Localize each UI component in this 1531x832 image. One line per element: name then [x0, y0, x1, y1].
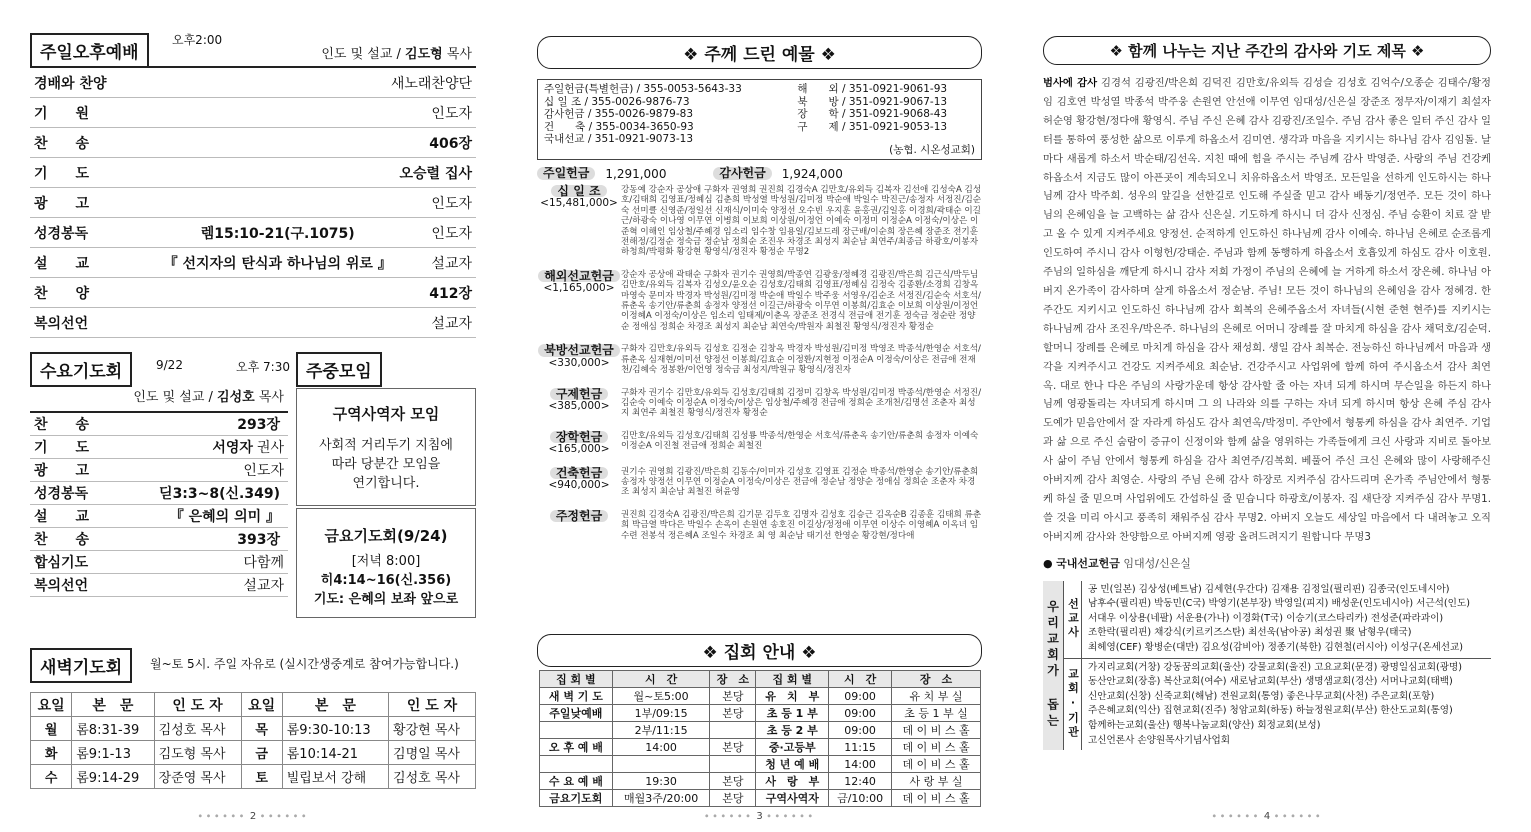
meetings-header: 장 소: [710, 671, 756, 688]
offering-amount: <1,165,000>: [543, 282, 615, 295]
friday-prayer-title: 금요기도회(9/24): [324, 527, 448, 545]
wednesday-section: [30, 352, 296, 387]
wednesday-row: [30, 413, 288, 436]
row-label: 광 고: [34, 463, 90, 479]
meetings-cell: 금요기도회: [540, 790, 613, 807]
offering-group: [537, 431, 982, 455]
missionary-line: 서대우 이상용(네팔) 서운용(가나) 이경화(T국) 이승기(코스타리카) 전성준(파라과이): [1088, 612, 1444, 624]
page-3: [537, 0, 982, 832]
meetings-cell: [540, 722, 613, 739]
meetings-cell: 월~토5:00: [612, 688, 710, 705]
meetings-row: [540, 790, 981, 807]
dawn-header: 인 도 자: [389, 693, 476, 717]
meetings-cell: 2부/11:15: [612, 722, 710, 739]
row-content: 렘15:10-21(구.1075): [200, 225, 355, 242]
account-line: 감사헌금 / 355-0026-9879-83: [544, 108, 693, 120]
wednesday-row: [30, 436, 288, 459]
meetings-cell: 본당: [710, 790, 756, 807]
row-label: 복의선언: [34, 578, 89, 594]
wednesday-title: 수요기도회: [30, 352, 132, 387]
meetings-cell: 09:00: [829, 705, 892, 722]
offering-title: ❖ 주께 드린 예물 ❖: [537, 36, 982, 69]
offering-names: 구화자 권기수 김만호/유외득 김성호/김태희 김정미 김창옥 박성원/김미정 박종석/한영순 서정진/김순숙 이예숙 이정순A 이정숙/이상은 임상철/주혜경 전금애 정희순 조개천/김명선 조춘자 최성지 최연주 최철진 황영식/정진자 황정순: [621, 387, 982, 419]
row-value: 다함께: [243, 555, 284, 571]
offering-label: 십 일 조: [551, 185, 606, 197]
dawn-cell: 토: [241, 765, 282, 789]
row-label: 기 도: [34, 165, 90, 182]
meetings-cell: 본당: [710, 739, 756, 756]
wednesday-date: 9/22: [156, 358, 183, 372]
meetings-cell: 중·고등부: [756, 739, 829, 756]
meetings-table: [539, 670, 981, 807]
missionary-line: 공 민(일본) 김상성(베트남) 김세현(우간다) 김재용 김정일(필리핀) 김종국(인도네시아): [1088, 583, 1450, 595]
offering-names: 권진희 김경숙A 김광진/박은희 김기문 김두호 김명자 김성호 김승근 김옥순B 김종훈 김태희 류춘희 박금열 박다은 박일수 손옥이 손원연 송호진 이길상/정정애 이무연 이상수 이영혜A 이옥녀 임수련 전봉석 정은혜A 조일수 차경조 최 영 최순남 태기선 한영순 황강현/정다애: [621, 509, 982, 541]
offering-label: 북방선교헌금: [538, 344, 620, 356]
account-line: 해 외 / 351-0921-9061-93: [797, 83, 948, 95]
offering-amount: <165,000>: [548, 443, 610, 456]
wednesday-row: [30, 482, 288, 505]
meetings-cell: 19:30: [612, 773, 710, 790]
friday-prayer-topic: 기도: 은혜의 보좌 앞으로: [313, 592, 459, 607]
meetings-cell: 데 이 비 스 홀: [892, 790, 981, 807]
meetings-row: [540, 705, 981, 722]
dawn-cell: 김성호 목사: [389, 765, 476, 789]
meetings-cell: 1부/09:15: [612, 705, 710, 722]
weekday-title: 주중모임: [296, 352, 382, 387]
offering-amount: <330,000>: [548, 356, 610, 369]
row-label: 찬 양: [34, 285, 90, 302]
sunday-pm-leader: 인도 및 설교 / 김도형 목사: [321, 47, 472, 62]
prayer-body: [1043, 74, 1491, 547]
offering-group: [537, 270, 982, 332]
meetings-header: 시 간: [612, 671, 710, 688]
dawn-cell: 롬9:30-10:13: [282, 717, 388, 741]
dawn-cell: 금: [241, 741, 282, 765]
missionary-line: 조한락(필리핀) 채강식(키르키즈스탄) 최선욱(남아공) 최성권 聚 남형우(태국): [1088, 627, 1412, 639]
missionaries-label: 선교사: [1064, 581, 1082, 658]
page-4: [1043, 0, 1491, 832]
dawn-title: 새벽기도회: [30, 648, 132, 683]
row-value: 설교자: [431, 315, 472, 332]
dawn-cell: 장준영 목사: [154, 765, 241, 789]
sunday-offering-label: 주일헌금: [537, 167, 595, 179]
row-label: 설 교: [34, 255, 90, 272]
meetings-row: [540, 688, 981, 705]
row-value: 406장: [429, 135, 472, 152]
dawn-row: [31, 741, 476, 765]
wednesday-order: [30, 411, 288, 597]
offering-amount: <15,481,000>: [540, 197, 618, 210]
meetings-header: 집 회 별: [756, 671, 829, 688]
row-label: 복의선언: [34, 315, 89, 332]
org-line: 함께하는교회(울산) 행복나눔교회(양산) 회정교회(보성): [1088, 720, 1321, 731]
meetings-cell: 유 치 부 실: [892, 688, 981, 705]
meetings-cell: 본당: [710, 705, 756, 722]
page-number-3: ∙∙∙∙∙∙ 3 ∙∙∙∙∙∙: [703, 811, 816, 822]
row-content: 『 선지자의 탄식과 하나님의 위로 』: [163, 255, 392, 272]
row-label: 기 도: [34, 440, 90, 456]
offering-names: 강순자 공상애 곽태순 구화자 권기수 권영희/박종연 김광웅/정혜경 김광진/박은희 김근식/박두님 김만호/유외득 김복자 김성오/윤오순 김성호/김태희 김영표/정혜심 김정숙 김종환/소경희 김창옥 마영숙 문미자 박경자 박성원/김미정 박순애 박일수 박주웅 서영우/김순조 서정진/김순숙 서호석/류춘옥 송기안/류춘희 송정자 양정선 이길근/하광숙 이무연 이봉희/김효순 이보희 이상원/이정언 이정혜A 이정숙/이상은 임소리 임태제/이춘옥 장준조 전경식 전금애 전기훈 정숙금 정순란 정양순 정애심 정희순 차경조 최성지 최순남 최연숙/박원자 최철진 황영식/정진자 황정순: [621, 269, 981, 332]
accounts-left: [544, 83, 794, 146]
row-label: 찬 송: [34, 135, 90, 152]
meetings-cell: [612, 756, 710, 773]
meetings-cell: 14:00: [829, 756, 892, 773]
row-label: 광 고: [34, 195, 90, 212]
dawn-header: 인 도 자: [154, 693, 241, 717]
wednesday-leader: 인도 및 설교 / 김성호 목사: [133, 390, 284, 405]
meetings-row: [540, 739, 981, 756]
meetings-cell: 오 후 예 배: [540, 739, 613, 756]
missionaries-block: [1064, 581, 1491, 659]
dawn-cell: 롬8:31-39: [72, 717, 154, 741]
sunday-pm-row: [30, 128, 476, 158]
offering-names: 김만호/유외득 김성호/김태희 김성룡 박종석/한영순 서호석/류춘옥 송기안/류춘희 송정자 이예숙 이정순A 이진철 전금애 정희순 최철진: [621, 430, 979, 452]
meetings-cell: 금/10:00: [829, 790, 892, 807]
row-label: 성경봉독: [34, 225, 89, 242]
prayer-paragraph: 김경석 김광진/박은희 김덕진 김만호/유외득 김성슬 김성호 김억수/오종순 김태수/황정임 김호연 박성열 박종석 박주웅 손원연 안선애 이무연 임대성/신은실 장준조 정무자/이재기 최설자 허순영 황강현/정다애 황영식. 주님 주신 은혜 감사 김광진/조일수. 주님 감사 좋은 일터 주신 감사 일터를 통하여 풍성한 삶으로 이루게 하옵소서 김미연. 생각과 마음을 지키시는 하나님 감사 김임돌. 날마다 새롭게 하소서 박순태/김선옥. 지친 때에 힘을 주시는 주님께 감사 박영준. 사랑의 주님 건강케 하옵소서 지금도 많이 아픈곳이 계속되오니 치유하옵소서 박영조. 모든일을 선하게 인도하시는 하나님께 감사 박주희. 성우의 앞길을 선한길로 인도해 주실줄 믿고 감사 배동기/정연주. 모든 것이 하나님의 은혜임을 늘 고백하는 삶 감사 신은실. 기도하게 하시니 더 감사 신정심. 주님 승환이 치료 잘 받고 올 수 있게 지켜주세요 양정선. 순적하게 인도하신 하나님께 감사 이예숙. 하나님 은혜로 순조롭게 인도하여 주시니 감사 이형헌/강태순. 주님과 함께 동행하게 하옵소서 호흡있게 하심도 감사 이호원. 주님의 일하심을 깨닫게 하시니 감사 저희 가정이 주님의 은혜에 늘 거하게 하소서 장은혜. 하나님 아버지 온가족이 감사하며 살게 하옵소서 정순남. 주님! 모든 것이 하나님의 은혜임을 감사 정혜경. 한주간도 지키시고 인도하신 하나님께 감사 회복의 은혜주옵소서 자녀들(시현 준현 현주)를 지키시는 하나님께 감사 조진우/박은주. 하나님의 은혜로 어머니 장례를 잘 마치게 하심을 감사 채덕호/김순덕. 할머니 장례를 은혜로 마치게 하심을 감사 채성희. 생일 감사 최복순. 전능하신 하나님께서 마음과 생각을 지켜주시고 건강도 지켜주세요 최순남. 건강주시고 사업위에 함께 하여 주시옵소서 감사 최연옥. 대로 한나 다은 주님의 사랑가운데 항상 감사할 줄 아는 자녀 되게 하시며 무슨일을 하든지 하나님께 영광돌리는 자녀되게 하시며 그 의 나라와 의를 구하는 자녀 되게 하시며 항상 은혜 주심 감사 도예가 믿음안에서 잘 자라게 하심도 감사 최연옥/박정미. 주안에서 형통케 하심을 감사 최연주. 기업과 삶 으로 주신 숨람이 증규이 신정이와 함께 삶을 영위하는 가족들에게 크신 사랑과 지비로 돌아보사 삶이 주님 안에서 형통케 하심을 감사 최연주/김복희. 베풀어 주신 크신 은혜와 많이 사랑해주신 아버지께 감사 최영순. 사랑의 주님 은혜 감사 하장로 지켜주심 감사드리며 온가족 주님안에서 형통케 하실 줄 믿으며 사업위에도 간섭하실 줄 믿습니다 하광호/이봉자. 집 새단장 지켜주심 감사 무명1. 쓸 것을 미리 아시고 풍족히 채워주심 감사 무명2. 아버지 오늘도 세상일 마음에서 다 내려놓고 오직 아버지께 감사와 찬양함으로 아버지께 영광 올려드려지기 원합니다 무명3: [1043, 77, 1491, 543]
meetings-cell: 초 등 2 부: [756, 722, 829, 739]
offering-names: 강동예 강순자 공상애 구화자 권영희 권진희 김경숙A 김만호/유외득 김복자 김선애 김성숙A 김성호/김태희 김영표/정혜심 김춘희 박성열 박성원/김미정 박순애 박일수 박진근/송정자 서정진/김순숙 선미클 신영준/정일선 신재식/이미숙 양정선 오수빈 우지훈 윤홍권/김일홍 이경희/곽태순 이길근/하광숙 이나영 이무연 이병희 이보희 이상원/이정언 이예숙 이정미 이정순A 이정숙/이상은 이준혁 이해인 임상철/주혜경 임소리 임수창 임용일/김보드레 장근배/이순희 장은혜 장준조 전기훈 전해정/김정순 정숙금 정순남 정희순 조진우 차경조 최성지 최순남 최연주/최종금 하광호/이봉자 하청희/박평화 황강현 황영식/정진자 황정순 무명2: [621, 185, 982, 258]
dawn-cell: 김도형 목사: [154, 741, 241, 765]
org-line: 가지리교회(거창) 강동꿈의교회(울산) 강물교회(울진) 고요교회(문경) 광명일심교회(광명): [1088, 661, 1462, 673]
row-value: 인도자: [243, 463, 284, 479]
prayer-title: ❖ 함께 나누는 지난 주간의 감사와 기도 제목 ❖: [1043, 36, 1491, 65]
sunday-pm-time: 오후2:00: [172, 33, 223, 47]
dawn-cell: 화: [31, 741, 72, 765]
sunday-pm-title: 주일오후예배: [30, 33, 149, 68]
district-meeting-line-1: 사회적 거리두기 지침에: [319, 438, 453, 453]
dawn-cell: 김성호 목사: [154, 717, 241, 741]
page-number-4: ∙∙∙∙∙∙ 4 ∙∙∙∙∙∙: [1211, 811, 1323, 822]
sunday-pm-row: [30, 308, 476, 338]
row-content: 서영자: [212, 440, 253, 456]
friday-prayer-time: [저녁 8:00]: [351, 554, 421, 569]
district-meeting-box: [296, 388, 476, 506]
thanks-offering-amount: 1,924,000: [781, 167, 843, 181]
row-content: 293장: [237, 417, 280, 433]
account-line: 구 제 / 351-0921-9053-13: [797, 120, 948, 133]
meetings-cell: 사 랑 부 실: [892, 773, 981, 790]
row-value: 오승렬 집사: [399, 165, 472, 182]
offering-label: 장학헌금: [550, 431, 608, 443]
dawn-cell: 롬9:1-13: [72, 741, 154, 765]
org-line: 신안교회(신창) 신죽교회(해남) 전원교회(통영) 좋은나무교회(사천) 주은교회(포항): [1088, 690, 1435, 702]
row-label: 설 교: [34, 509, 90, 525]
district-meeting-line-3: 연기합니다.: [352, 476, 420, 491]
meetings-cell: 유 치 부: [756, 688, 829, 705]
meetings-cell: [540, 756, 613, 773]
wednesday-row: [30, 551, 288, 574]
account-line: 북 방 / 351-0921-9067-13: [797, 95, 948, 108]
meetings-cell: 데 이 비 스 홀: [892, 722, 981, 739]
row-content: 『 은혜의 의미 』: [169, 509, 280, 525]
dawn-header: 요일: [31, 693, 72, 717]
account-line: 국내선교 / 351-0921-9073-13: [544, 133, 693, 145]
meetings-cell: 구역사역자: [756, 790, 829, 807]
dawn-row: [31, 717, 476, 741]
meetings-cell: 새 벽 기 도: [540, 688, 613, 705]
dawn-cell: 빌립보서 강해: [282, 765, 388, 789]
meetings-cell: 09:00: [829, 722, 892, 739]
dawn-row: [31, 765, 476, 789]
missionary-line: 최헤영(CEF) 황병순(대만) 김요성(감비아) 정종기(북한) 김현철(러시아) 이성구(온세선교): [1088, 642, 1464, 654]
meetings-row: [540, 722, 981, 739]
meetings-cell: 초 등 1 부: [756, 705, 829, 722]
dawn-header: 본 문: [72, 693, 154, 717]
dawn-cell: 롬9:14-29: [72, 765, 154, 789]
wednesday-row: [30, 459, 288, 482]
meetings-header: 장 소: [892, 671, 981, 688]
meetings-title: ❖ 집회 안내 ❖: [537, 634, 982, 667]
sunday-pm-row: [30, 68, 476, 98]
sunday-pm-row: [30, 158, 476, 188]
sunday-offering-amount: 1,291,000: [605, 167, 667, 181]
sunday-pm-row: [30, 218, 476, 248]
bullet-icon: ●: [1043, 556, 1053, 570]
org-line: 고신언론사 손양원목사기념사업회: [1088, 734, 1231, 746]
offering-group: [537, 344, 982, 375]
meetings-header: 시 간: [829, 671, 892, 688]
account-line: 주일헌금(특별헌금) / 355-0053-5643-33: [544, 83, 742, 95]
orgs-block: [1064, 659, 1491, 751]
thanks-offering-label: 감사헌금: [713, 167, 771, 179]
mission-support-label: 우리교회가 돕는: [1043, 581, 1063, 751]
row-label: 찬 송: [34, 532, 90, 548]
dawn-schedule-table: [30, 692, 476, 789]
offering-label: 해외선교헌금: [538, 270, 620, 282]
offering-group: [537, 510, 982, 541]
meetings-cell: 09:00: [829, 688, 892, 705]
offering-group: [537, 388, 982, 419]
row-value: 새노래찬양단: [390, 75, 472, 92]
sunday-pm-order: [30, 66, 476, 338]
org-line: 동산안교회(장흥) 복산교회(여수) 새로남교회(부산) 생명샘교회(경산) 서머나교회(태백): [1088, 676, 1453, 688]
offering-amount: <385,000>: [548, 399, 610, 412]
bank-note: (농협. 시온성교회): [889, 143, 975, 156]
offering-group: [537, 185, 982, 258]
orgs-label: 교회·기관: [1064, 659, 1082, 751]
wednesday-row: [30, 574, 288, 597]
meetings-cell: [710, 722, 756, 739]
dawn-cell: 황강현 목사: [389, 717, 476, 741]
mission-support-box: [1043, 581, 1491, 751]
sunday-pm-header: [30, 33, 476, 68]
wednesday-row: [30, 528, 288, 551]
meetings-cell: 데 이 비 스 홀: [892, 739, 981, 756]
account-line: 십 일 조 / 355-0026-9876-73: [544, 95, 690, 108]
meetings-cell: 사 랑 부: [756, 773, 829, 790]
offering-label: 주정헌금: [550, 510, 608, 522]
account-box: [537, 79, 982, 160]
domestic-mission: ● 국내선교헌금 임대성/신은실: [1043, 556, 1191, 570]
district-meeting-title: 구역사역자 모임: [332, 405, 440, 423]
offering-summary: [537, 167, 982, 181]
dawn-cell: 수: [31, 765, 72, 789]
row-value: 인도자: [431, 105, 472, 122]
account-line: 장 학 / 351-0921-9068-43: [797, 108, 948, 120]
offering-list: [537, 185, 982, 541]
dawn-section: [30, 648, 476, 683]
row-label: 기 원: [34, 105, 90, 122]
meetings-cell: 본당: [710, 688, 756, 705]
row-value: 설교자: [431, 255, 472, 272]
meetings-row: [540, 756, 981, 773]
row-value: 설교자: [243, 578, 284, 594]
row-value: 인도자: [431, 195, 472, 212]
row-label: 찬 송: [34, 417, 90, 433]
sunday-pm-row: [30, 278, 476, 308]
meetings-cell: [710, 756, 756, 773]
row-label: 합심기도: [34, 555, 89, 571]
offering-names: 권기수 권영희 김광진/박은희 김동수/이미자 김성호 김영표 김정순 박종석/한영순 송기안/류춘희 송정자 양정선 이무연 이정순A 이정숙/이상은 전금애 정순남 정양순 정애심 정희순 조춘자 차경조 최성지 최순남 최철진 허윤영: [621, 466, 979, 498]
dawn-header: 요일: [241, 693, 282, 717]
friday-prayer-box: [296, 508, 476, 618]
meetings-cell: 초 등 1 부 실: [892, 705, 981, 722]
account-line: 건 축 / 355-0034-3650-93: [544, 120, 694, 133]
meetings-cell: 본당: [710, 773, 756, 790]
sunday-pm-row: [30, 188, 476, 218]
meetings-cell: 주일낮예배: [540, 705, 613, 722]
meetings-cell: 매월3주/20:00: [612, 790, 710, 807]
row-content: 딛3:3~8(신.349): [159, 486, 280, 502]
wednesday-row: [30, 505, 288, 528]
accounts-right: [797, 83, 947, 133]
meetings-cell: 수 요 예 배: [540, 773, 613, 790]
row-label: 성경봉독: [34, 486, 89, 502]
meetings-cell: 14:00: [612, 739, 710, 756]
row-value: 인도자: [431, 225, 472, 242]
offering-names: 구화자 김만호/유외득 김성호 김정순 김창옥 박경자 박성원/김미정 박영조 박종석/한영순 서호석/류춘옥 심재현/이미선 양정선 이봉희/김효순 이정환/지현정 이정순A 이정숙/이상은 전금애 전재천/김혜숙 정봉환/이언영 정숙금 최성지/박원규 황영식/정진자: [621, 344, 981, 376]
dawn-cell: 김명일 목사: [389, 741, 476, 765]
org-line: 주은혜교회(익산) 집현교회(진주) 청암교회(하동) 하늘정원교회(부산) 한산도교회(통영): [1088, 705, 1453, 717]
dawn-cell: 롬10:14-21: [282, 741, 388, 765]
wednesday-time: 오후 7:30: [236, 360, 290, 374]
page-number-2: ∙∙∙∙∙∙ 2 ∙∙∙∙∙∙: [197, 811, 309, 822]
missionary-line: 남후수(필리핀) 박동민(C국) 박영기(본부장) 박영일(피지) 배성운(인도네시아) 서근석(인도): [1088, 598, 1470, 610]
friday-prayer-verse: 히4:14~16(신.356): [320, 573, 452, 588]
offering-group: [537, 467, 982, 498]
weekday-section: [296, 352, 476, 607]
district-meeting-line-2: 따라 당분간 모임을: [331, 457, 441, 472]
row-value: 412장: [429, 285, 472, 302]
row-content: 393장: [237, 532, 280, 548]
meetings-row: [540, 773, 981, 790]
meetings-cell: 12:40: [829, 773, 892, 790]
offering-amount: <940,000>: [548, 478, 610, 491]
dawn-header: 본 문: [282, 693, 388, 717]
prayer-intro: 범사에 감사: [1043, 77, 1098, 89]
dawn-cell: 월: [31, 717, 72, 741]
sunday-pm-row: [30, 248, 476, 278]
meetings-cell: 데 이 비 스 홀: [892, 756, 981, 773]
offering-label: 구제헌금: [550, 388, 608, 400]
dawn-note: 월~토 5시. 주일 자유로 (실시간생중계로 참여가능합니다.): [150, 657, 459, 671]
meetings-header: 집 회 별: [540, 671, 613, 688]
row-value: 권사: [256, 440, 284, 456]
page-2: [30, 0, 476, 832]
row-label: 경배와 찬양: [34, 75, 107, 92]
offering-label: 건축헌금: [550, 467, 608, 479]
dawn-cell: 목: [241, 717, 282, 741]
meetings-cell: 청 년 예 배: [756, 756, 829, 773]
sunday-pm-row: [30, 98, 476, 128]
meetings-cell: 11:15: [829, 739, 892, 756]
